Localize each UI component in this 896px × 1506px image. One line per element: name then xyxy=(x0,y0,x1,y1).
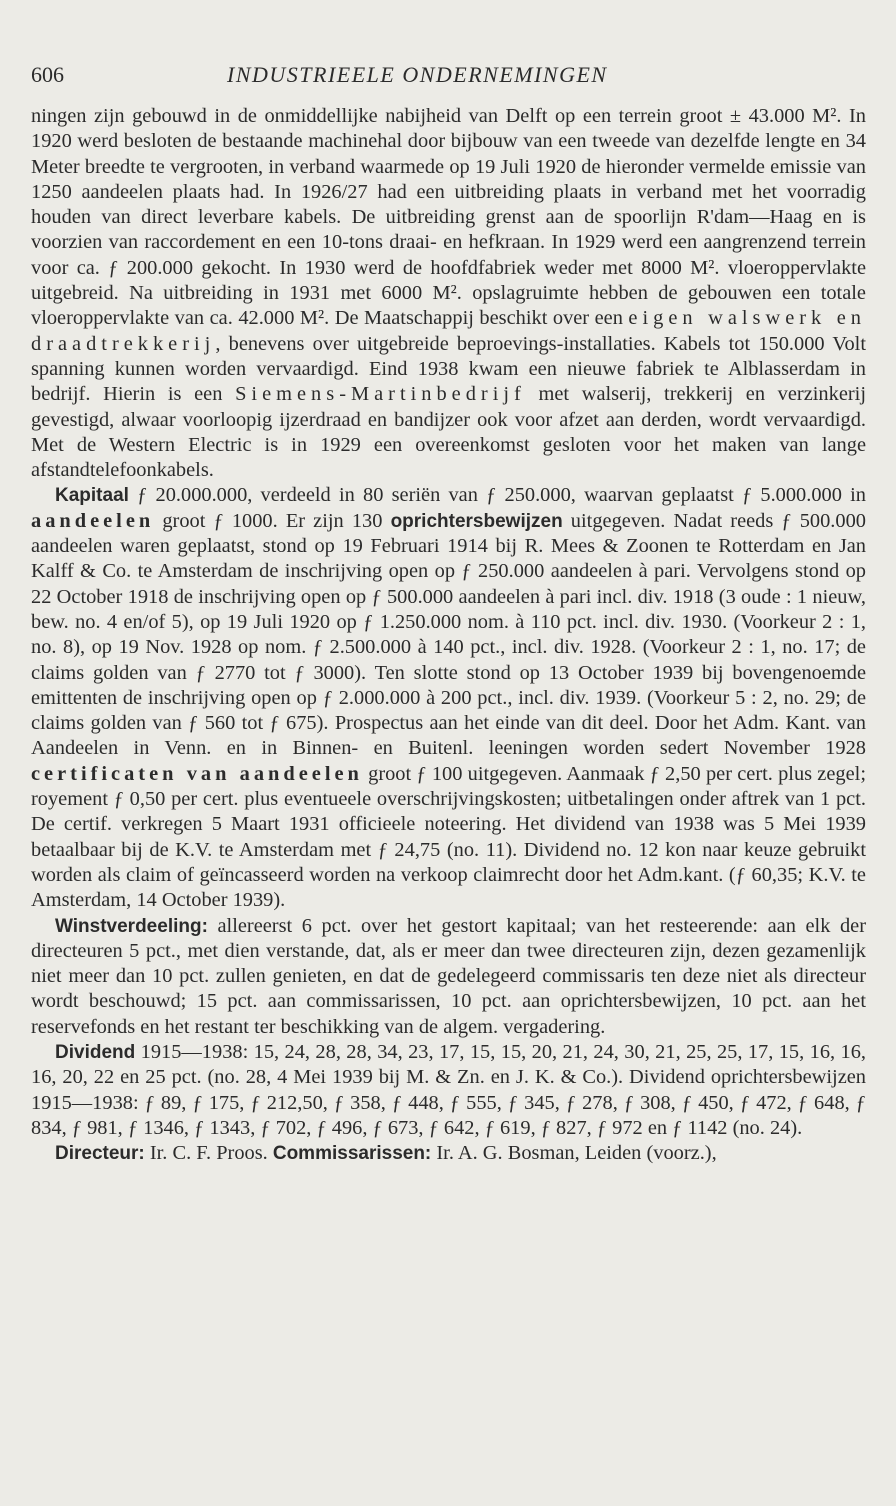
paragraph-directie xyxy=(31,1141,866,1166)
emphasis-aandeelen: aandeelen xyxy=(31,509,155,532)
directeur-text: Ir. C. F. Proos. xyxy=(144,1142,273,1165)
commissarissen-text: Ir. A. G. Bosman, Leiden (voorz.), xyxy=(431,1142,717,1165)
label-winstverdeeling: Winstverdeeling: xyxy=(55,915,208,937)
kapitaal-text-2: groot ƒ 1000. Er zijn 130 xyxy=(154,509,391,532)
kapitaal-text-1: ƒ 20.000.000, verdeeld in 80 seriën van ƒ 250.000, waarvan geplaatst ƒ 5.000.000 in xyxy=(128,484,866,507)
dividend-text: 1915—1938: 15, 24, 28, 28, 34, 23, 17, 15, 15, 20, 21, 24, 30, 21, 25, 25, 17, 15, 16, 16, 16, 20, 22 en 25 pct. (no. 28, 4 Mei 1939 bij M. & Zn. en J. K. & Co.). Dividend oprichtersbewijzen 1915—1938: ƒ 89, ƒ 175, ƒ 212,50, ƒ 358, ƒ 448, ƒ 555, ƒ 345, ƒ 278, ƒ 308, ƒ 450, ƒ 472, ƒ 648, ƒ 834, ƒ 981, ƒ 1346, ƒ 1343, ƒ 702, ƒ 496, ƒ 673, ƒ 642, ƒ 619, ƒ 827, ƒ 972 en ƒ 1142 (no. 24). xyxy=(31,1040,866,1139)
paragraph-dividend xyxy=(31,1040,866,1141)
kapitaal-text-4: groot ƒ 100 uitgegeven. Aanmaak ƒ 2,50 per cert. plus zegel; royement ƒ 0,50 per cert. plus eventueele overschrijvingskosten; uitbetalingen onder aftrek van 1 pct. De certif. verkregen 5 Maart 1931 officieele noteering. Het dividend van 1938 was 5 Mei 1939 betaalbaar bij de K.V. te Amsterdam met ƒ 24,75 (no. 11). Dividend no. 12 kon naar keuze gebruikt worden als claim of geïncasseerd worden na verkoop claimrecht door het Adm.kant. (ƒ 60,35; K.V. te Amsterdam, 14 October 1939). xyxy=(31,762,866,912)
page-number: 606 xyxy=(31,62,64,87)
emphasis-siemens-martin: Siemens-Martinbedrijf xyxy=(235,383,526,406)
label-kapitaal: Kapitaal xyxy=(55,485,129,507)
kapitaal-text-3: uitgegeven. Nadat reeds ƒ 500.000 aandeelen waren geplaatst, stond op 19 Februari 1914 bij R. Mees & Zoonen te Rotterdam en Jan Kalff & Co. te Amsterdam de inschrijving open op ƒ 250.000 aandeelen à pari. Vervolgens stond op 22 October 1918 de inschrijving open op ƒ 500.000 aandeelen à pari incl. div. 1918 (3 oude : 1 nieuw, bew. no. 4 en/of 5), op 19 Juli 1920 op ƒ 1.250.000 nom. à 110 pct. incl. div. 1930. (Voorkeur 2 : 1, no. 8), op 19 Nov. 1928 op nom. ƒ 2.500.000 à 140 pct., incl. div. 1928. (Voorkeur 2 : 1, no. 17; de claims golden van ƒ 2770 tot ƒ 3000). Ten slotte stond op 13 October 1939 bij bovengenoemde emittenten de inschrijving open op ƒ 2.000.000 à 200 pct., incl. div. 1939. (Voorkeur 5 : 2, no. 29; de claims golden van ƒ 560 tot ƒ 675). Prospectus aan het einde van dit deel. Door het Adm. Kant. van Aandeelen in Venn. en in Binnen- en Buitenl. leeningen worden sedert November 1928 xyxy=(31,509,866,760)
emphasis-walswerk: eigen walswerk en draadtrekkerij xyxy=(31,307,866,355)
paragraph-winstverdeeling xyxy=(31,914,866,1040)
factory-text-mid: , benevens over uitgebreide beproevings-installaties. Kabels tot 150.000 Volt spanning kunnen worden vervaardigd. Eind 1938 kwam een nieuwe fabriek te Alblasserdam in bedrijf. Hierin is een xyxy=(31,332,866,406)
emphasis-certificaten: certificaten van aandeelen xyxy=(31,762,363,785)
paragraph-kapitaal xyxy=(31,483,866,913)
factory-text-end: met walserij, trekkerij en verzinkerij gevestigd, alwaar voorloopig ijzerdraad en bandijzer ook voor afzet aan derden, wordt vervaardigd. Met de Western Electric is in 1929 een overeenkomst gesloten voor het maken van lange afstandtelefoonkabels. xyxy=(31,383,866,482)
winstverdeeling-text: allereerst 6 pct. over het gestort kapitaal; van het resteerende: aan elk der directeuren 5 pct., met dien verstande, dat, als er meer dan twee directeuren zijn, dezen gezamenlijk niet meer dan 10 pct. zullen genieten, en dat de gedelegeerd commissaris ten deze niet als directeur wordt beschouwd; 15 pct. aan commissarissen, 10 pct. aan oprichtersbewijzen, 10 pct. aan het reservefonds en het restant ter beschikking van de algem. vergadering. xyxy=(31,914,866,1038)
body-text xyxy=(31,104,866,1166)
label-commissarissen: Commissarissen: xyxy=(272,1143,432,1165)
label-directeur: Directeur: xyxy=(55,1143,145,1165)
label-dividend: Dividend xyxy=(55,1041,136,1063)
running-title: INDUSTRIEELE ONDERNEMINGEN xyxy=(227,62,608,87)
page-header xyxy=(31,62,866,88)
paragraph-factory xyxy=(31,104,866,483)
factory-text: ningen zijn gebouwd in de onmiddellijke nabijheid van Delft op een terrein groot ± 43.000 M². In 1920 werd besloten de bestaande machinehal door bijbouw van een tweede van dezelfde lengte en 34 Meter breedte te vergrooten, in verband waarmede op 19 Juli 1920 de hieronder vermelde emissie van 1250 aandeelen plaats had. In 1926/27 had een uitbreiding plaats in verband met het voorradig houden van direct leverbare kabels. De uitbreiding grenst aan de spoorlijn R'dam—Haag en is voorzien van raccordement en een 10-tons draai- en hefkraan. In 1929 werd een aangrenzend terrein voor ca. ƒ 200.000 gekocht. In 1930 werd de hoofdfabriek weder met 8000 M². vloeroppervlakte uitgebreid. Na uitbreiding in 1931 met 6000 M². opslagruimte hebben de gebouwen een totale vloeroppervlakte van ca. 42.000 M². De Maatschappij beschikt over een xyxy=(31,105,866,330)
emphasis-oprichtersbewijzen: oprichtersbewijzen xyxy=(390,510,563,532)
